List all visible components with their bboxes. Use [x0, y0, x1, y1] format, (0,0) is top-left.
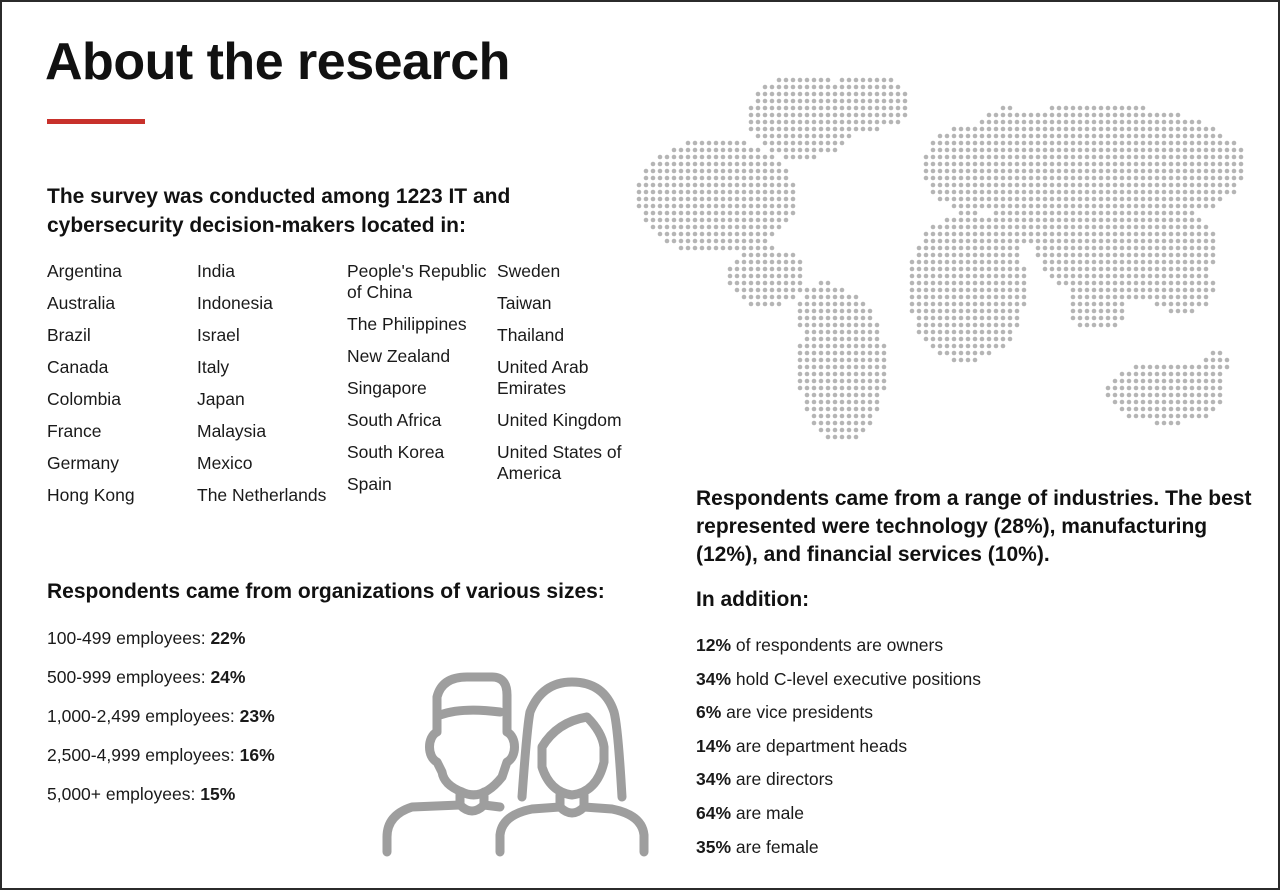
country-item: United States of America [497, 442, 622, 483]
role-percent: 14% [696, 735, 732, 756]
woman-face [542, 717, 604, 795]
world-map-dotted-icon [627, 47, 1257, 467]
org-size-value: 23% [239, 706, 275, 726]
org-size-label: 100-499 employees: [47, 628, 211, 648]
role-percent: 34% [696, 769, 732, 790]
org-size-value: 22% [210, 628, 246, 648]
country-item: India [197, 261, 235, 281]
respondent-role-item [696, 635, 981, 656]
country-item: France [47, 421, 102, 441]
country-item: Taiwan [497, 293, 552, 313]
country-item: Spain [347, 474, 392, 494]
org-size-value: 24% [210, 667, 246, 687]
accent-rule [47, 119, 145, 124]
country-item: Australia [47, 293, 116, 313]
addition-heading: In addition: [696, 588, 810, 611]
org-size-value: 15% [200, 784, 236, 804]
respondent-role-item [696, 702, 981, 723]
country-item: People's Republic of China [347, 261, 487, 302]
org-size-value: 16% [239, 745, 275, 765]
survey-heading: The survey was conducted among 1223 IT and cybersecurity decision-makers located in: [47, 185, 511, 237]
country-item: Argentina [47, 261, 122, 281]
org-sizes-heading: Respondents came from organizations of various sizes: [47, 580, 605, 603]
industries-summary: Respondents came from a range of industries. The best represented were technology (28%), manufacturing (12%), and financial services (10%). [696, 487, 1252, 566]
role-label: are male [731, 802, 804, 823]
role-label: are directors [731, 769, 834, 790]
role-percent: 64% [696, 802, 732, 823]
country-item: Thailand [497, 325, 565, 345]
country-column [347, 261, 497, 517]
org-size-label: 2,500-4,999 employees: [47, 745, 240, 765]
woman-hair [522, 682, 622, 797]
org-size-item [47, 628, 275, 649]
country-item: Hong Kong [47, 485, 135, 505]
org-size-label: 500-999 employees: [47, 667, 211, 687]
country-item: Italy [197, 357, 230, 377]
role-percent: 12% [696, 635, 732, 655]
respondent-roles-list [696, 635, 981, 870]
org-size-label: 1,000-2,499 employees: [47, 706, 240, 726]
respondent-role-item [696, 736, 981, 757]
org-size-label: 5,000+ employees: [47, 784, 201, 804]
country-item: Germany [47, 453, 119, 473]
country-item: Canada [47, 357, 109, 377]
country-item: Brazil [47, 325, 91, 345]
org-size-item [47, 745, 275, 766]
country-item: The Philippines [347, 314, 467, 334]
man-shoulders [387, 805, 500, 852]
country-item: New Zealand [347, 346, 451, 366]
role-percent: 35% [696, 836, 732, 857]
role-label: of respondents are owners [731, 635, 944, 655]
country-column [47, 261, 197, 517]
country-item: Israel [197, 325, 240, 345]
country-column [497, 261, 647, 517]
org-size-item [47, 667, 275, 688]
respondent-role-item [696, 837, 981, 858]
country-item: Sweden [497, 261, 561, 281]
respondent-role-item [696, 769, 981, 790]
role-percent: 34% [696, 668, 732, 689]
country-item: Colombia [47, 389, 121, 409]
org-sizes-list [47, 628, 275, 823]
country-item: South Africa [347, 410, 442, 430]
country-item: Japan [197, 389, 245, 409]
role-label: are department heads [731, 735, 908, 756]
country-column [197, 261, 347, 517]
respondent-role-item [696, 803, 981, 824]
people-icon [382, 667, 652, 857]
org-size-item [47, 784, 275, 805]
country-item: United Kingdom [497, 410, 622, 430]
country-item: The Netherlands [197, 485, 327, 505]
page-title: About the research [45, 33, 510, 91]
man-hair [440, 710, 500, 715]
country-item: Malaysia [197, 421, 267, 441]
country-item: Indonesia [197, 293, 273, 313]
country-item: Singapore [347, 378, 427, 398]
role-label: are female [731, 836, 819, 857]
country-item: Mexico [197, 453, 253, 473]
respondent-role-item [696, 669, 981, 690]
role-percent: 6% [696, 702, 722, 723]
org-size-item [47, 706, 275, 727]
country-list [47, 261, 647, 517]
country-item: United Arab Emirates [497, 357, 589, 398]
country-item: South Korea [347, 442, 445, 462]
role-label: are vice presidents [721, 702, 874, 723]
man-head [430, 677, 515, 795]
role-label: hold C-level executive positions [731, 668, 982, 689]
